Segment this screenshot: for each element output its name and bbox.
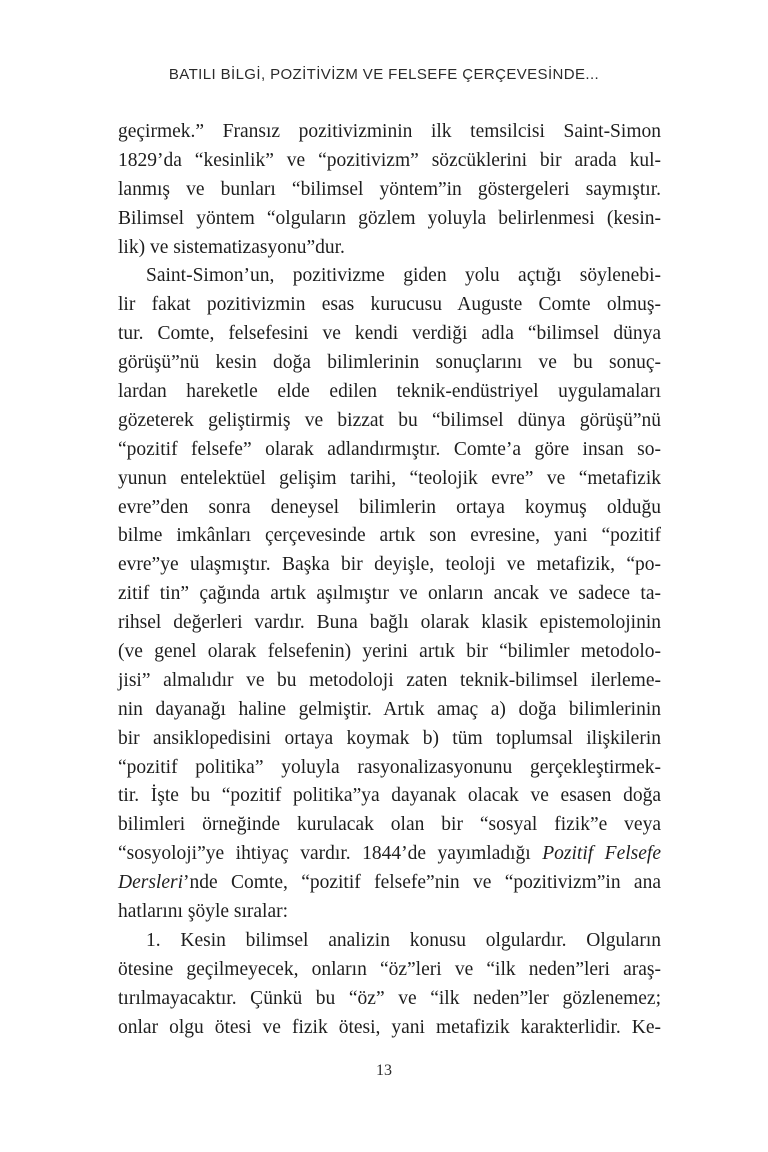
running-header: BATILI BİLGİ, POZİTİVİZM VE FELSEFE ÇERÇEVESİNDE...	[168, 66, 600, 83]
text-line: Saint-Simon’un, pozitivizme giden yolu açtığı söylenebi-	[146, 265, 661, 287]
text-line: hatlarını şöyle sıralar:	[118, 901, 289, 923]
text-line: rihsel değerleri vardır. Buna bağlı olarak klasik epistemolojinin	[118, 612, 661, 634]
text-line: “pozitif politika” yoluyla rasyonalizasyonunu gerçekleştirmek-	[118, 756, 661, 778]
book-title-italic: Dersleri	[118, 872, 183, 894]
text-line: evre”ye ulaşmıştır. Başka bir deyişle, teoloji ve metafizik, “po-	[118, 554, 661, 576]
text-line: tur. Comte, felsefesini ve kendi verdiği adla “bilimsel dünya	[118, 323, 661, 345]
text-line: zitif tin” çağında artık aşılmıştır ve onların ancak ve sadece ta-	[118, 583, 661, 605]
text-line: lir fakat pozitivizmin esas kurucusu Auguste Comte olmuş-	[118, 294, 661, 316]
body-text	[118, 118, 661, 1043]
text-line: bir ansiklopedisini ortaya koymak b) tüm toplumsal ilişkilerin	[118, 727, 661, 749]
book-title-italic: Pozitif Felsefe	[542, 843, 661, 865]
text-line: gözeterek geliştirmiş ve bizzat bu “bilimsel dünya görüşü”nü	[118, 409, 661, 431]
text-line: geçirmek.” Fransız pozitivizminin ilk temsilcisi Saint-Simon	[118, 121, 661, 142]
text-line: evre”den sonra deneysel bilimlerin ortaya koymuş olduğu	[118, 496, 661, 518]
text-line: tırılmayacaktır. Çünkü bu “öz” ve “ilk neden”ler gözlenemez;	[118, 987, 661, 1009]
text-line: görüşü”nü kesin doğa bilimlerinin sonuçlarını ve bu sonuç-	[118, 352, 661, 374]
text-line-with-title	[118, 840, 661, 869]
text-line: 1. Kesin bilimsel analizin konusu olgulardır. Olguların	[146, 929, 661, 951]
text-line: 1829’da “kesinlik” ve “pozitivizm” sözcüklerini bir arada kul-	[118, 149, 661, 171]
text-segment: ’nde Comte, “pozitif felsefe”nin ve “pozitivizm”in ana	[183, 872, 661, 894]
text-line: lardan hareketle elde edilen teknik-endüstriyel uygulamaları	[118, 381, 661, 403]
text-line: lanmış ve bunları “bilimsel yöntem”in göstergeleri saymıştır.	[118, 178, 661, 200]
text-line: jisi” almalıdır ve bu metodoloji zaten teknik-bilimsel ilerleme-	[118, 669, 661, 691]
text-line: tir. İşte bu “pozitif politika”ya dayanak olacak ve esasen doğa	[118, 785, 661, 807]
text-line: bilme imkânları çerçevesinde artık son evresine, yani “pozitif	[118, 525, 661, 547]
text-segment: “sosyoloji”ye ihtiyaç vardır. 1844’de yayımladığı	[118, 843, 543, 865]
page-number: 13	[376, 1062, 392, 1079]
text-line-with-title	[118, 869, 661, 898]
text-line: Bilimsel yöntem “olguların gözlem yoluyla belirlenmesi (kesin-	[118, 207, 661, 229]
text-line: ötesine geçilmeyecek, onların “öz”leri ve “ilk neden”leri araş-	[118, 958, 661, 980]
text-line: (ve genel olarak felsefenin) yerini artık bir “bilimler metodolo-	[118, 641, 661, 663]
text-line: onlar olgu ötesi ve fizik ötesi, yani metafizik karakterlidir. Ke-	[118, 1016, 661, 1038]
text-line: bilimleri örneğinde kurulacak olan bir “sosyal fizik”e veya	[118, 814, 661, 836]
text-line: lik) ve sistematizasyonu”dur.	[118, 236, 345, 258]
text-line: yunun entelektüel gelişim tarihi, “teolojik evre” ve “metafizik	[118, 467, 661, 489]
text-line: “pozitif felsefe” olarak adlandırmıştır. Comte’a göre insan so-	[118, 438, 661, 460]
text-line: nin dayanağı haline gelmiştir. Artık amaç a) doğa bilimlerinin	[118, 698, 661, 720]
